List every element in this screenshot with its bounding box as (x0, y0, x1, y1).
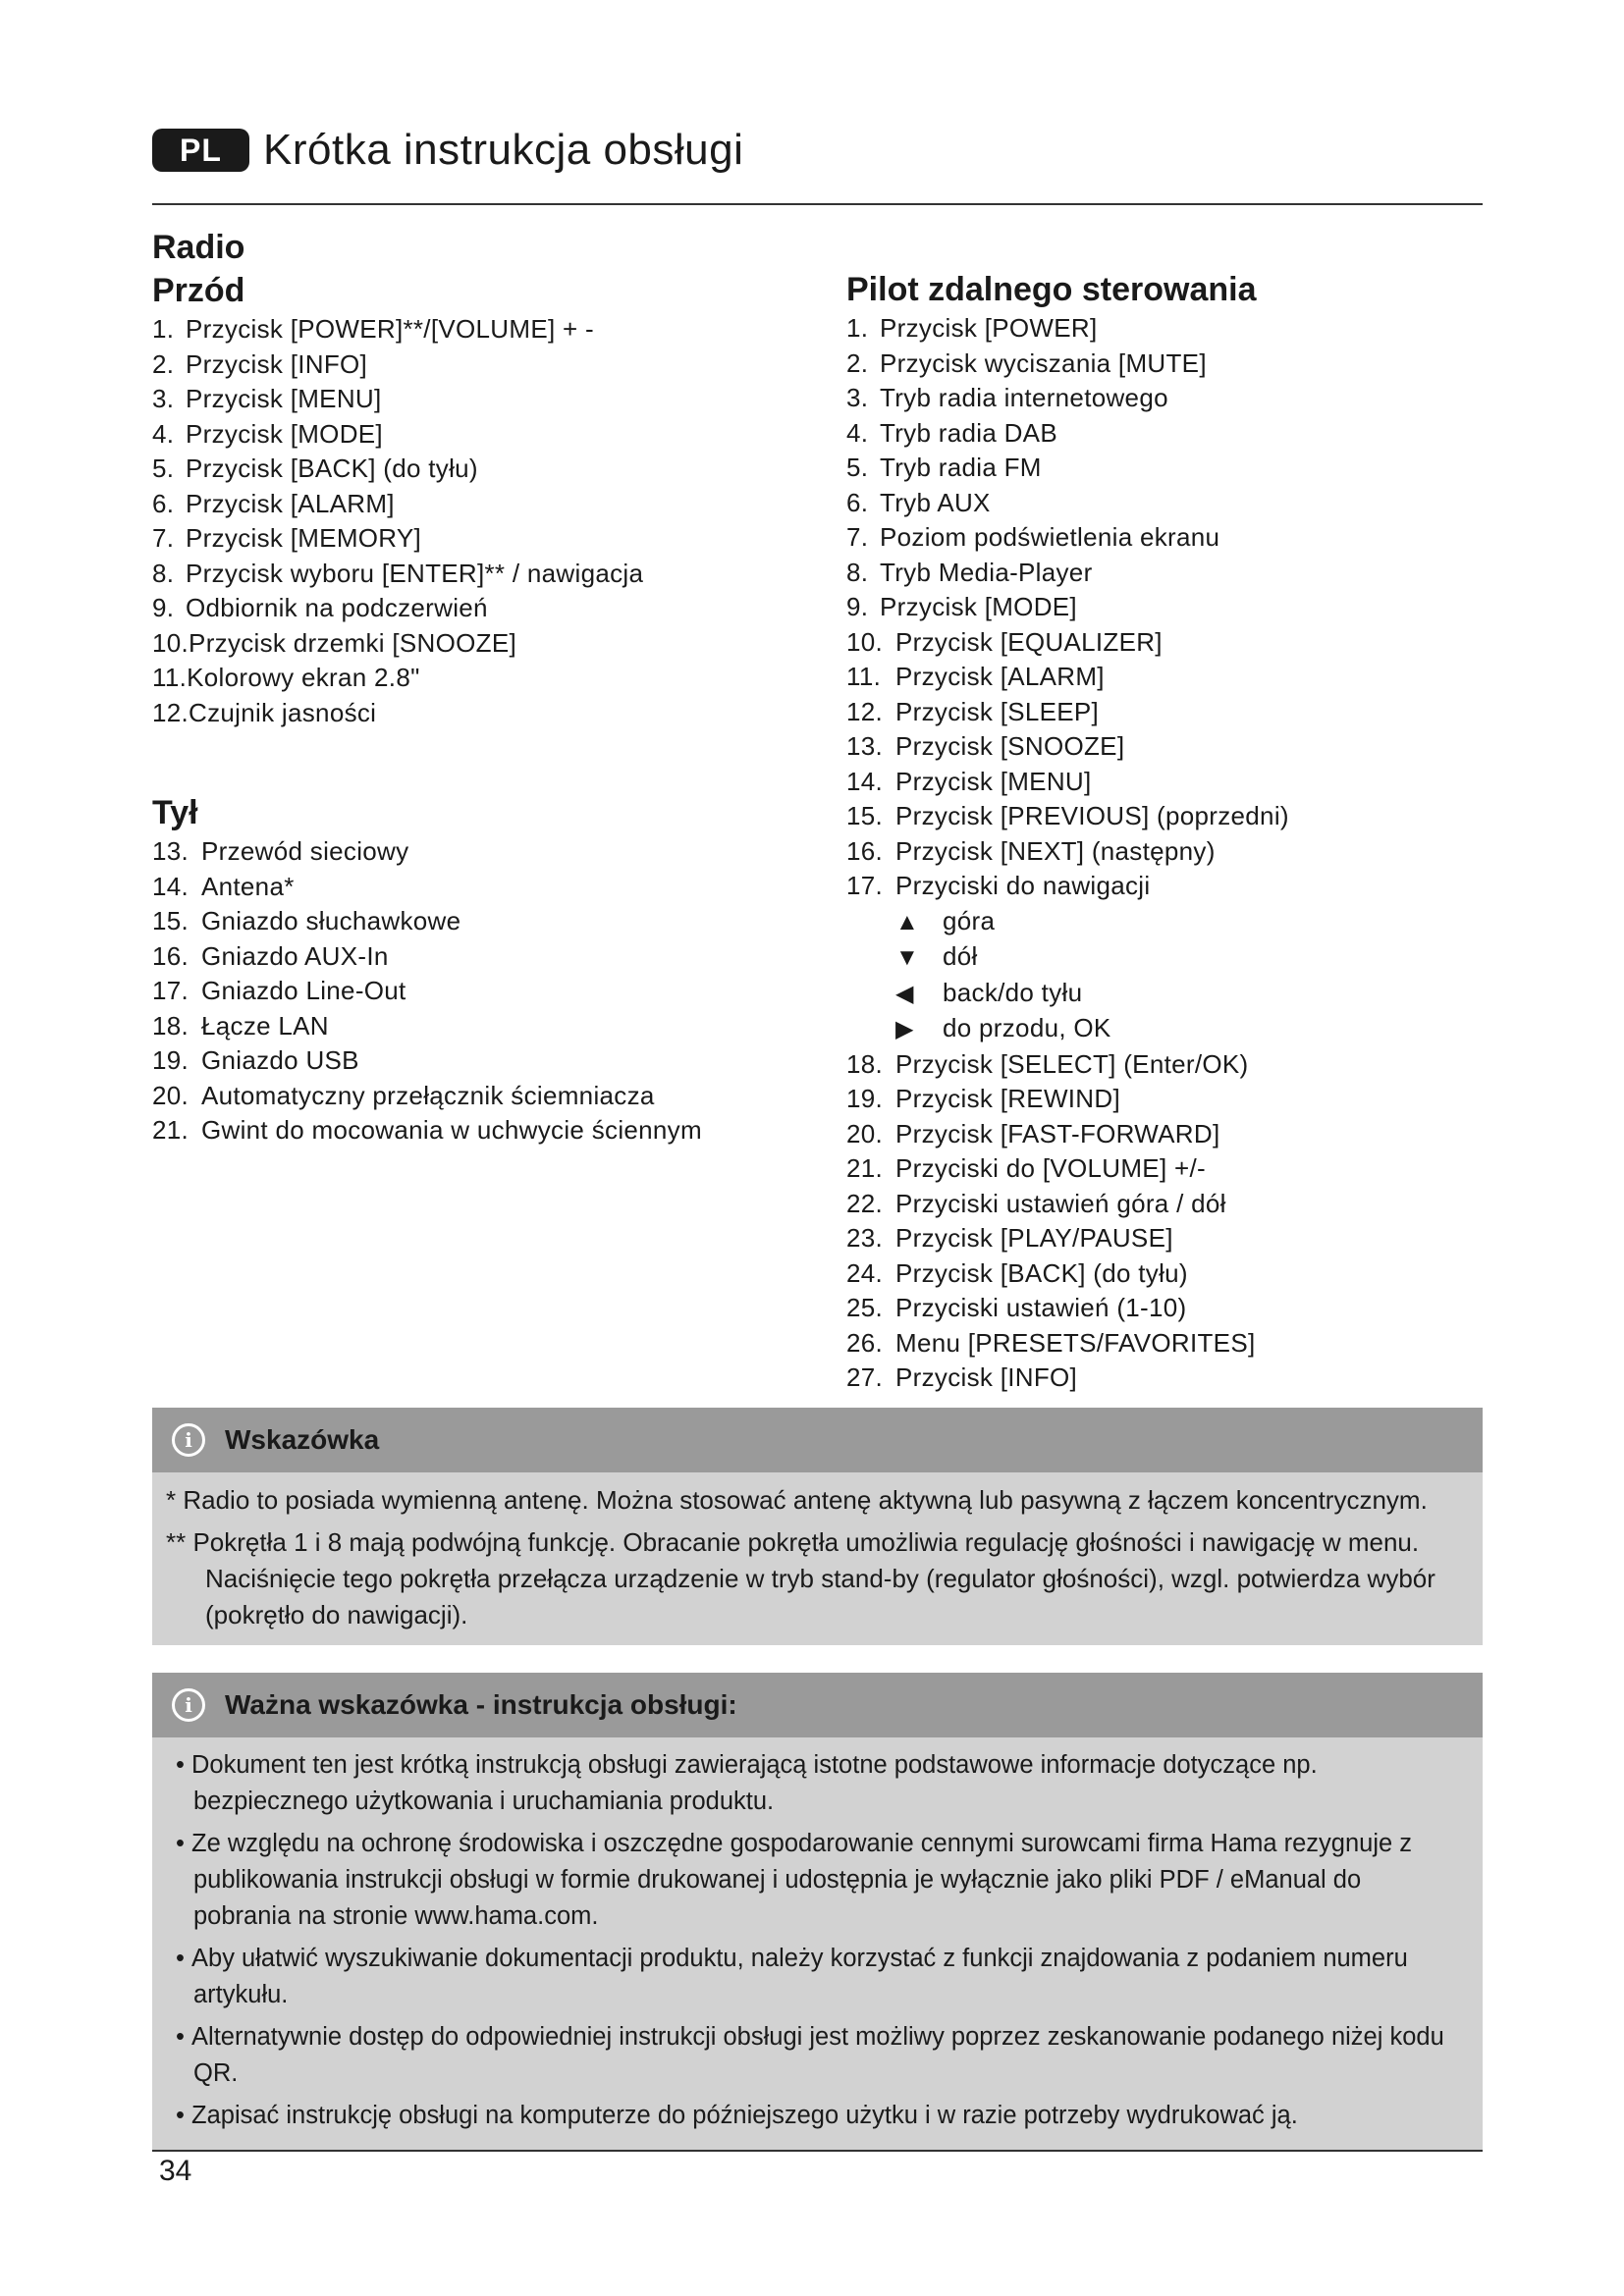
item-text: Przycisk [PLAY/PAUSE] (895, 1223, 1173, 1253)
list-item (846, 1291, 1485, 1326)
item-text: Gniazdo słuchawkowe (201, 906, 461, 935)
important-body (152, 1737, 1483, 2152)
list-item (846, 1047, 1485, 1083)
item-number: 6. (152, 488, 175, 518)
item-number: 10. (846, 626, 884, 657)
item-text: Przycisk [MENU] (186, 384, 382, 413)
arrow-icon: ◀ (895, 980, 914, 1007)
list-item (846, 799, 1485, 834)
hint-line: ** Pokrętła 1 i 8 mają podwójną funkcję. Obracanie pokrętła umożliwia regulację głośności i nawigację w menu. Naciśnięcie tego pokrętła przełącza urządzenie w tryb stand-by (regulator głośności), wzgl. potwierdza wybór (pokrętło do nawigacji). (166, 1527, 1435, 1629)
hint-body (152, 1472, 1483, 1645)
important-title: Ważna wskazówka - instrukcja obsługi: (225, 1689, 737, 1720)
item-number: 26. (846, 1327, 884, 1358)
item-text: Przycisk [PREVIOUS] (poprzedni) (895, 801, 1289, 830)
item-text: Przycisk [POWER] (880, 313, 1098, 343)
item-text: Przycisk [MODE] (186, 418, 383, 449)
list-item (152, 382, 820, 417)
item-number: 16. (152, 940, 189, 971)
item-number: 6. (846, 487, 869, 517)
item-number: 5. (152, 454, 175, 483)
item-number: 11. (846, 662, 882, 691)
nav-list (846, 904, 1485, 1047)
list-item (152, 939, 820, 975)
list-item (846, 347, 1485, 382)
back-title: Tył (152, 794, 198, 831)
front-list (152, 312, 820, 730)
list-item (846, 729, 1485, 765)
item-number: 3. (152, 384, 175, 413)
item-number: 20. (152, 1080, 189, 1110)
item-number: 1. (152, 314, 175, 344)
item-number: 20. (846, 1118, 884, 1148)
item-text: Menu [PRESETS/FAVORITES] (895, 1327, 1256, 1358)
item-text: Przyciski do nawigacji (895, 871, 1151, 900)
item-text: Przycisk [EQUALIZER] (895, 626, 1163, 657)
item-number: 18. (152, 1010, 189, 1041)
list-item (846, 625, 1485, 661)
important-box (152, 1673, 1483, 2152)
item-number: 17. (846, 871, 884, 900)
item-number: 21. (152, 1115, 189, 1145)
item-text: Przyciski ustawień (1-10) (895, 1293, 1187, 1322)
item-number: 25. (846, 1293, 884, 1322)
nav-text: do przodu, OK (943, 1013, 1111, 1042)
header-rule (152, 203, 1483, 205)
hint-title: Wskazówka (225, 1424, 380, 1455)
item-text: Tryb radia DAB (880, 417, 1057, 448)
item-number: 15. (152, 906, 189, 935)
item-text: Łącze LAN (201, 1010, 329, 1041)
item-text: Przycisk wyciszania [MUTE] (880, 347, 1207, 378)
item-number: 14. (152, 871, 189, 901)
item-text: Antena* (201, 871, 295, 901)
item-number: 7. (846, 522, 869, 552)
item-text: Przycisk [SLEEP] (895, 696, 1100, 726)
list-item (152, 661, 820, 696)
item-number: 4. (846, 417, 869, 448)
item-text: Przycisk [MEMORY] (186, 523, 422, 553)
page-header (152, 126, 743, 175)
list-item (846, 1221, 1485, 1256)
item-text: Tryb Media-Player (880, 557, 1093, 587)
bullet-item: • Zapisać instrukcję obsługi na komputerze do późniejszego użytku i w razie potrzeby wydrukować ją. (176, 2102, 1298, 2129)
item-number: 14. (846, 766, 884, 796)
item-text: Przycisk [INFO] (186, 348, 368, 379)
nav-text: back/do tyłu (943, 977, 1083, 1007)
list-item (152, 696, 820, 731)
list-item (152, 417, 820, 453)
item-text: Odbiornik na podczerwień (186, 593, 488, 622)
item-number: 8. (846, 557, 869, 587)
item-number: 5. (846, 453, 869, 482)
item-text: Przycisk wyboru [ENTER]** / nawigacja (186, 558, 644, 588)
item-number: 10. (152, 627, 189, 658)
list-item (846, 590, 1485, 625)
back-list (152, 834, 820, 1148)
radio-column (152, 226, 820, 1148)
list-item (846, 1151, 1485, 1187)
item-text: Przycisk [ALARM] (895, 662, 1105, 691)
item-number: 18. (846, 1048, 884, 1079)
item-text: Gwint do mocowania w uchwycie ściennym (201, 1115, 702, 1145)
remote-list-b (846, 625, 1485, 904)
item-number: 4. (152, 418, 175, 449)
item-number: 3. (846, 383, 869, 412)
bullet-item: • Dokument ten jest krótką instrukcją obsługi zawierającą istotne podstawowe informacje dotyczące np. bezpiecznego użytkowania i uruchamiania produktu. (176, 1751, 1318, 1815)
list-item (846, 660, 1485, 695)
item-text: Czujnik jasności (189, 697, 377, 727)
list-item (152, 312, 820, 347)
info-icon: i (172, 1423, 205, 1457)
radio-title: Radio (152, 229, 245, 266)
list-item (152, 1079, 820, 1114)
item-text: Gniazdo USB (201, 1045, 359, 1075)
bullet-item: • Ze względu na ochronę środowiska i oszczędne gospodarowanie cennymi surowcami firma Hama rezygnuje z publikowania instrukcji obsługi w formie drukowanej i udostępnia je wyłącznie jako pliki PDF / eManual do pobrania na stronie www.hama.com. (176, 1830, 1413, 1930)
item-number: 7. (152, 523, 175, 553)
list-item (152, 870, 820, 905)
item-number: 1. (846, 313, 869, 343)
list-item (846, 834, 1485, 870)
nav-item (846, 976, 1485, 1012)
arrow-icon: ▼ (895, 944, 920, 971)
item-text: Tryb radia internetowego (880, 383, 1168, 412)
list-item (152, 521, 820, 557)
list-item (152, 591, 820, 626)
item-text: Przycisk [SNOOZE] (895, 731, 1125, 761)
front-title: Przód (152, 272, 245, 309)
list-item (152, 1009, 820, 1044)
list-item (846, 1187, 1485, 1222)
nav-item (846, 904, 1485, 940)
document-title: Krótka instrukcja obsługi (263, 126, 744, 174)
footer-rule (152, 2150, 1483, 2152)
list-item (846, 486, 1485, 521)
list-item (846, 1361, 1485, 1396)
item-text: Przycisk [INFO] (895, 1362, 1078, 1392)
list-item (846, 1256, 1485, 1292)
nav-item (846, 1011, 1485, 1047)
list-item (152, 974, 820, 1009)
item-number: 9. (152, 593, 175, 622)
info-icon: i (172, 1688, 205, 1722)
item-number: 2. (152, 348, 175, 379)
remote-column (846, 268, 1485, 1396)
item-text: Przycisk [BACK] (do tyłu) (186, 454, 478, 483)
item-number: 11. (152, 663, 188, 692)
list-item (152, 452, 820, 487)
item-text: Gniazdo Line-Out (201, 976, 406, 1005)
arrow-icon: ▲ (895, 908, 920, 935)
item-number: 16. (846, 835, 884, 866)
item-text: Przycisk [ALARM] (186, 488, 395, 518)
item-text: Przycisk [MENU] (895, 766, 1092, 796)
item-text: Automatyczny przełącznik ściemniacza (201, 1080, 655, 1110)
item-text: Przycisk drzemki [SNOOZE] (189, 627, 517, 658)
item-text: Tryb AUX (880, 487, 991, 517)
list-item (152, 834, 820, 870)
list-item (846, 1082, 1485, 1117)
list-item (152, 626, 820, 662)
important-header (152, 1673, 1483, 1737)
item-number: 21. (846, 1153, 884, 1183)
list-item (152, 487, 820, 522)
item-number: 13. (846, 731, 884, 761)
list-item (846, 765, 1485, 800)
item-text: Przycisk [POWER]**/[VOLUME] + - (186, 314, 594, 344)
nav-text: góra (943, 905, 996, 935)
item-text: Poziom podświetlenia ekranu (880, 522, 1220, 552)
remote-list-c (846, 1047, 1485, 1396)
hint-line: * Radio to posiada wymienną antenę. Można stosować antenę aktywną lub pasywną z łączem koncentrycznym. (166, 1485, 1428, 1515)
item-number: 24. (846, 1257, 884, 1288)
remote-title: Pilot zdalnego sterowania (846, 271, 1257, 308)
item-number: 15. (846, 801, 884, 830)
item-number: 13. (152, 836, 189, 866)
item-number: 12. (152, 697, 189, 727)
list-item (846, 695, 1485, 730)
item-number: 9. (846, 592, 869, 621)
list-item (846, 311, 1485, 347)
item-text: Przycisk [FAST-FORWARD] (895, 1118, 1220, 1148)
list-item (152, 557, 820, 592)
hint-box (152, 1408, 1483, 1645)
nav-item (846, 939, 1485, 976)
list-item (846, 1117, 1485, 1152)
language-badge: PL (152, 129, 249, 172)
list-item (846, 451, 1485, 486)
list-item (846, 416, 1485, 452)
item-text: Tryb radia FM (880, 453, 1042, 482)
list-item (846, 520, 1485, 556)
item-number: 2. (846, 347, 869, 378)
list-item (846, 869, 1485, 904)
item-number: 23. (846, 1223, 884, 1253)
item-number: 8. (152, 558, 175, 588)
list-item (846, 381, 1485, 416)
bullet-item: • Aby ułatwić wyszukiwanie dokumentacji produktu, należy korzystać z funkcji znajdowania z podaniem numeru artykułu. (176, 1945, 1408, 2008)
item-text: Przycisk [BACK] (do tyłu) (895, 1257, 1188, 1288)
list-item (846, 1326, 1485, 1362)
list-item (152, 904, 820, 939)
item-text: Przycisk [REWIND] (895, 1084, 1120, 1113)
item-number: 27. (846, 1362, 884, 1392)
item-text: Przycisk [MODE] (880, 592, 1077, 621)
hint-header (152, 1408, 1483, 1472)
page-number: 34 (159, 2155, 192, 2187)
item-text: Kolorowy ekran 2.8" (187, 663, 420, 692)
arrow-icon: ▶ (895, 1016, 914, 1042)
nav-text: dół (943, 941, 978, 971)
item-text: Przyciski ustawień góra / dół (895, 1188, 1226, 1218)
item-number: 17. (152, 976, 189, 1005)
bullet-item: • Alternatywnie dostęp do odpowiedniej instrukcji obsługi jest możliwy poprzez zeskanowanie podanego niżej kodu QR. (176, 2023, 1444, 2087)
item-number: 19. (152, 1045, 189, 1075)
item-number: 12. (846, 696, 884, 726)
remote-list-a (846, 311, 1485, 625)
list-item (152, 1043, 820, 1079)
list-item (152, 1113, 820, 1148)
item-text: Przycisk [SELECT] (Enter/OK) (895, 1048, 1249, 1079)
item-number: 22. (846, 1188, 884, 1218)
item-text: Przyciski do [VOLUME] +/- (895, 1153, 1206, 1183)
item-text: Przewód sieciowy (201, 836, 409, 866)
item-text: Przycisk [NEXT] (następny) (895, 835, 1216, 866)
list-item (846, 556, 1485, 591)
item-text: Gniazdo AUX-In (201, 940, 389, 971)
list-item (152, 347, 820, 383)
item-number: 19. (846, 1084, 884, 1113)
